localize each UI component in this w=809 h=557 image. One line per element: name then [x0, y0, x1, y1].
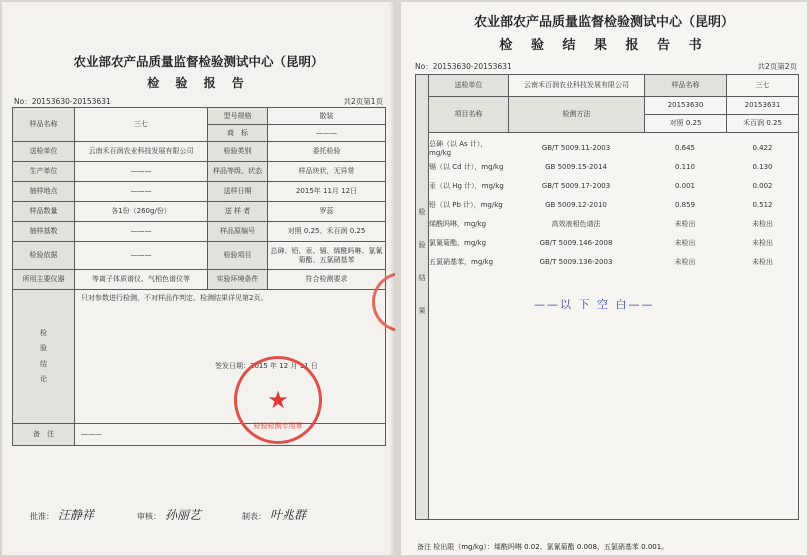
- signature-role: 制表：: [242, 512, 266, 521]
- page1-subtitle: 检 验 报 告: [147, 76, 250, 90]
- result-method: GB/T 5009.11-2003: [541, 144, 611, 153]
- code-label: 样品原编号: [208, 222, 268, 242]
- conclusion-label: [13, 290, 75, 424]
- page2-report-number: No：20153630-20153631: [415, 62, 512, 71]
- signature-preparer: [242, 506, 306, 523]
- page1-page-number: 共2页第1页: [343, 97, 383, 106]
- result-item: 总砷（以 As 计），mg/kg: [429, 139, 488, 157]
- result-label-char: 验: [418, 240, 426, 249]
- result-label-char: 果: [418, 306, 426, 315]
- report-page-2: [401, 2, 807, 555]
- env-label: 实验环境条件: [208, 270, 268, 290]
- result-value-2: 0.002: [752, 182, 773, 191]
- sender-value: 云南禾百润农业科技发展有限公司: [75, 142, 208, 162]
- category-label: 检验类别: [208, 142, 268, 162]
- signature-name: 孙丽艺: [165, 508, 202, 522]
- base-value: ———: [75, 222, 208, 242]
- sampling-place-label: 抽样地点: [13, 182, 75, 202]
- conclusion-cell: [75, 290, 386, 424]
- signature-role: 批准：: [30, 512, 54, 521]
- issue-date: 签发日期：2015 年 12 月 11 日: [215, 362, 318, 370]
- instrument-value: 等离子体质谱仪、气相色谱仪等: [75, 270, 208, 290]
- table-row: [429, 215, 799, 234]
- conclusion-label-char: 检: [40, 328, 47, 337]
- basis-label: 检验依据: [13, 242, 75, 270]
- result-method: GB/T 5009.136-2003: [539, 258, 613, 267]
- conclusion-label-char: 结: [40, 359, 47, 368]
- sample-code-2: 禾百润 0.25: [727, 115, 799, 133]
- table-row: [429, 158, 799, 177]
- delivery-date-value: 2015年 11月 12日: [268, 182, 386, 202]
- table-row: [429, 253, 799, 272]
- header-method: 检测方法: [509, 97, 645, 133]
- result-value-2: 未检出: [752, 220, 773, 229]
- sample-name-value-2: 三七: [727, 75, 799, 97]
- sample-name-value: 三七: [75, 108, 208, 142]
- deliverer-label: 送 样 者: [208, 202, 268, 222]
- conclusion-label-char: 验: [40, 344, 47, 353]
- model-value: 散装: [268, 108, 386, 125]
- signature-name: 叶兆群: [270, 508, 307, 522]
- remark-label: 备 注: [13, 424, 75, 446]
- result-item: 镉（以 Cd 计），mg/kg: [429, 163, 504, 172]
- page-shadow: [389, 2, 395, 555]
- base-label: 抽样基数: [13, 222, 75, 242]
- table-row: [429, 234, 799, 253]
- brand-label: 商 标: [208, 125, 268, 142]
- result-value-2: 未检出: [752, 239, 773, 248]
- remark-label-2: 备注: [417, 543, 431, 551]
- result-label-char: 结: [418, 273, 426, 282]
- sample-name-label: 样品名称: [13, 108, 75, 142]
- sample-id-1: 20153630: [645, 97, 727, 115]
- signature-role: 审核：: [137, 512, 161, 521]
- result-side-label: [416, 75, 429, 520]
- brand-value: ———: [268, 125, 386, 142]
- signature-approver: [30, 506, 94, 523]
- env-value: 符合检测要求: [268, 270, 386, 290]
- detection-limit-note: [417, 542, 668, 552]
- result-value-1: 未检出: [674, 239, 696, 248]
- conclusion-label-char: 论: [40, 374, 47, 383]
- blank-below-mark: ——以 下 空 白——: [534, 298, 655, 311]
- result-item: 汞（以 Hg 计），mg/kg: [429, 182, 504, 191]
- seal-text: 检验检测专用章: [253, 422, 303, 430]
- result-value-1: 未检出: [674, 258, 696, 267]
- grade-label: 样品等级、状态: [208, 162, 268, 182]
- deliverer-value: 罗蕊: [268, 202, 386, 222]
- basis-value: ———: [75, 242, 208, 270]
- result-item: 五氯硝基苯，mg/kg: [429, 258, 494, 267]
- page1-report-number: No：20153630-20153631: [14, 97, 111, 106]
- result-item: 烯酰吗啉，mg/kg: [429, 220, 487, 229]
- result-value-2: 0.422: [752, 144, 773, 153]
- page1-title: 农业部农产品质量监督检验测试中心（昆明）: [73, 54, 324, 69]
- result-method: GB 5009.15-2014: [545, 163, 607, 172]
- remark-value: ———: [75, 424, 386, 446]
- result-method: 高效液相色谱法: [551, 220, 601, 229]
- sample-id-2: 20153631: [727, 97, 799, 115]
- table-row: [429, 177, 799, 196]
- model-label: 型号规格: [208, 108, 268, 125]
- sample-code-1: 对照 0.25: [645, 115, 727, 133]
- result-value-1: 0.001: [674, 182, 696, 191]
- page2-subtitle: 检 验 结 果 报 告 书: [499, 38, 709, 53]
- conclusion-text: 只对参数进行检测，不对样品作判定。检测结果详见第2页。: [81, 294, 268, 302]
- result-value-1: 0.859: [674, 201, 696, 210]
- table-row: [429, 139, 799, 158]
- result-value-2: 0.512: [752, 201, 773, 210]
- code-value: 对照 0.25、禾百润 0.25: [268, 222, 386, 242]
- report-page-1: [2, 2, 395, 555]
- sampling-place-value: ———: [75, 182, 208, 202]
- page2-title: 农业部农产品质量监督检验测试中心（昆明）: [473, 15, 734, 30]
- page2-page-number: 共2页第2页: [757, 62, 797, 71]
- grade-value: 样品块状，无异常: [268, 162, 386, 182]
- result-label-char: 检: [418, 208, 426, 216]
- category-value: 委托检验: [268, 142, 386, 162]
- result-method: GB/T 5009.146-2008: [539, 239, 613, 248]
- result-method: GB/T 5009.17-2003: [541, 182, 611, 191]
- quantity-label: 样品数量: [13, 202, 75, 222]
- items-value: 总砷、铅、汞、镉、烯酰吗啉、氯氰菊酯、五氯硝基苯: [268, 242, 386, 270]
- delivery-date-label: 送样日期: [208, 182, 268, 202]
- result-value-2: 未检出: [752, 258, 773, 267]
- sender-label: 送检单位: [13, 142, 75, 162]
- result-value-2: 0.130: [752, 163, 773, 172]
- detection-limit-text: 检出限（mg/kg）：烯酰吗啉 0.02、氯氰菊酯 0.008、五氯硝基苯 0.001。: [433, 543, 669, 551]
- producer-label: 生产单位: [13, 162, 75, 182]
- result-method: GB 5009.12-2010: [545, 201, 607, 210]
- signature-name: 汪静祥: [58, 508, 95, 522]
- items-label: 检验项目: [208, 242, 268, 270]
- quantity-value: 各1份（260g/份）: [75, 202, 208, 222]
- seal-star-icon: ★: [267, 386, 289, 414]
- official-seal: [234, 356, 322, 444]
- result-item: 氯氰菊酯，mg/kg: [429, 239, 487, 248]
- table-row: [429, 196, 799, 215]
- sender-value-2: 云南禾百润农业科技发展有限公司: [509, 75, 645, 97]
- result-value-1: 0.110: [674, 163, 696, 172]
- sender-label-2: 送检单位: [429, 75, 509, 97]
- sample-name-label-2: 样品名称: [645, 75, 727, 97]
- signature-reviewer: [137, 506, 201, 523]
- result-value-1: 未检出: [674, 220, 696, 229]
- results-body: [429, 133, 799, 520]
- header-item: 项目名称: [429, 97, 509, 133]
- results-list: [429, 139, 799, 272]
- inspection-info-table: [12, 107, 386, 446]
- result-value-1: 0.645: [674, 144, 696, 153]
- producer-value: ———: [75, 162, 208, 182]
- result-item: 铅（以 Pb 计），mg/kg: [429, 201, 503, 210]
- instrument-label: 所用主要仪器: [13, 270, 75, 290]
